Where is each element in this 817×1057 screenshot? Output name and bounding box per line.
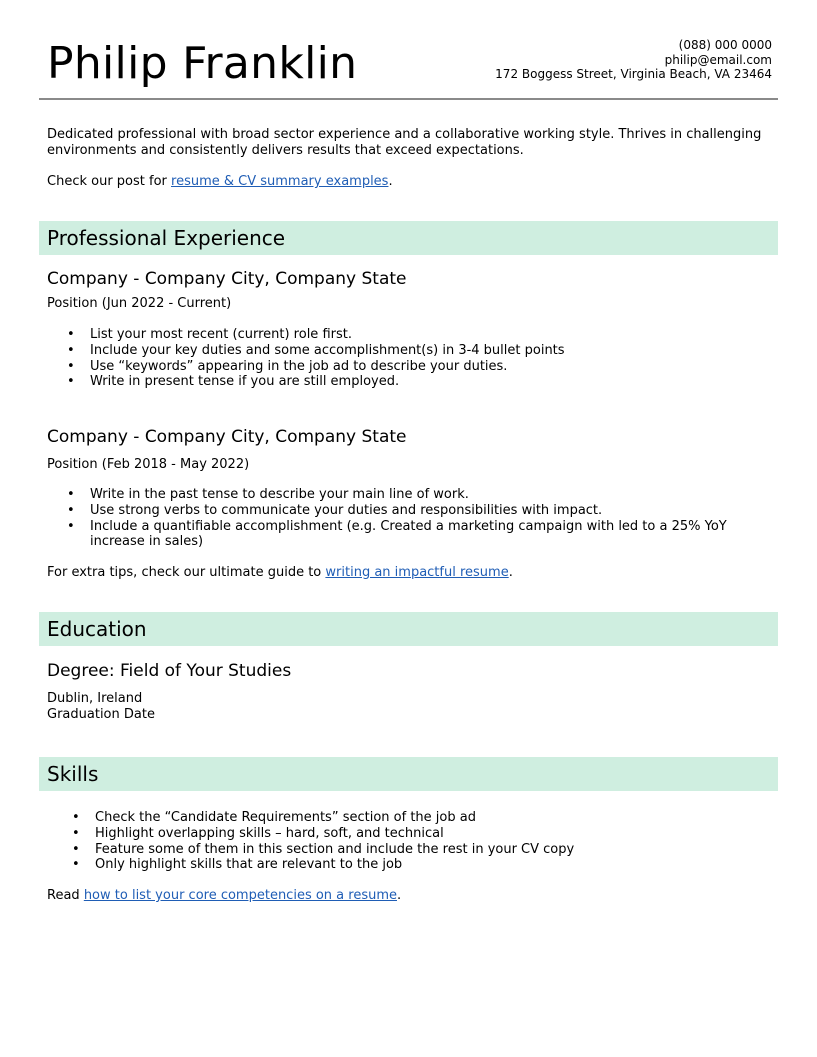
impactful-resume-link[interactable]: writing an impactful resume	[325, 565, 509, 580]
job-2-position: Position (Feb 2018 - May 2022)	[47, 457, 250, 472]
skills-tip	[47, 888, 767, 904]
summary-tip-suffix: .	[388, 174, 393, 189]
contact-block	[495, 38, 772, 82]
list-item: • Include a quantifiable accomplishment (e.g. Created a marketing campaign with led to a 25% YoY increase in sales)	[67, 519, 757, 551]
list-item: • Feature some of them in this section and include the rest in your CV copy	[72, 842, 772, 858]
skills-tip-prefix: Read	[47, 888, 84, 903]
skills-heading: Skills	[47, 762, 99, 786]
experience-tip-suffix: .	[508, 565, 513, 580]
phone-number: (088) 000 0000	[678, 38, 772, 52]
list-item: • Write in present tense if you are still employed.	[67, 374, 767, 390]
education-section-header	[39, 612, 778, 646]
education-location: Dublin, Ireland	[47, 691, 143, 706]
list-item: • Write in the past tense to describe your main line of work.	[67, 487, 757, 503]
street-address: 172 Boggess Street, Virginia Beach, VA 23464	[495, 67, 772, 81]
job-2-company: Company - Company City, Company State	[47, 427, 407, 447]
summary-tip-prefix: Check our post for	[47, 174, 172, 189]
list-item: • Use “keywords” appearing in the job ad to describe your duties.	[67, 359, 767, 375]
job-1-position: Position (Jun 2022 - Current)	[47, 296, 232, 311]
summary-text: Dedicated professional with broad sector experience and a collaborative working style. Thrives in challenging environments and consistently delivers results that exceed expectations.	[47, 127, 762, 158]
email-address: philip@email.com	[664, 52, 772, 67]
education-heading: Education	[47, 617, 147, 641]
skills-tip-suffix: .	[397, 888, 402, 903]
skills-list	[72, 810, 772, 873]
core-competencies-link[interactable]: how to list your core competencies on a resume	[83, 888, 397, 903]
experience-tip	[47, 565, 767, 581]
candidate-name: Philip Franklin	[47, 38, 358, 89]
list-item: • Only highlight skills that are relevant to the job	[72, 857, 772, 873]
list-item: • Include your key duties and some accomplishment(s) in 3-4 bullet points	[67, 343, 767, 359]
header-divider	[39, 98, 778, 100]
job-1-duties-list	[67, 327, 767, 390]
experience-heading: Professional Experience	[47, 226, 286, 250]
summary-examples-link[interactable]: resume & CV summary examples	[171, 174, 389, 189]
list-item: • List your most recent (current) role first.	[67, 327, 767, 343]
skills-section-header	[39, 757, 778, 791]
degree-title: Degree: Field of Your Studies	[47, 661, 292, 681]
job-2-duties-list	[67, 487, 757, 550]
job-1-company: Company - Company City, Company State	[47, 269, 407, 289]
list-item: • Use strong verbs to communicate your duties and responsibilities with impact.	[67, 503, 757, 519]
experience-section-header	[39, 221, 778, 255]
list-item: • Check the “Candidate Requirements” section of the job ad	[72, 810, 772, 826]
graduation-date: Graduation Date	[47, 707, 155, 722]
summary-tip	[47, 174, 767, 190]
experience-tip-prefix: For extra tips, check our ultimate guide to	[47, 565, 326, 580]
list-item: • Highlight overlapping skills – hard, soft, and technical	[72, 826, 772, 842]
